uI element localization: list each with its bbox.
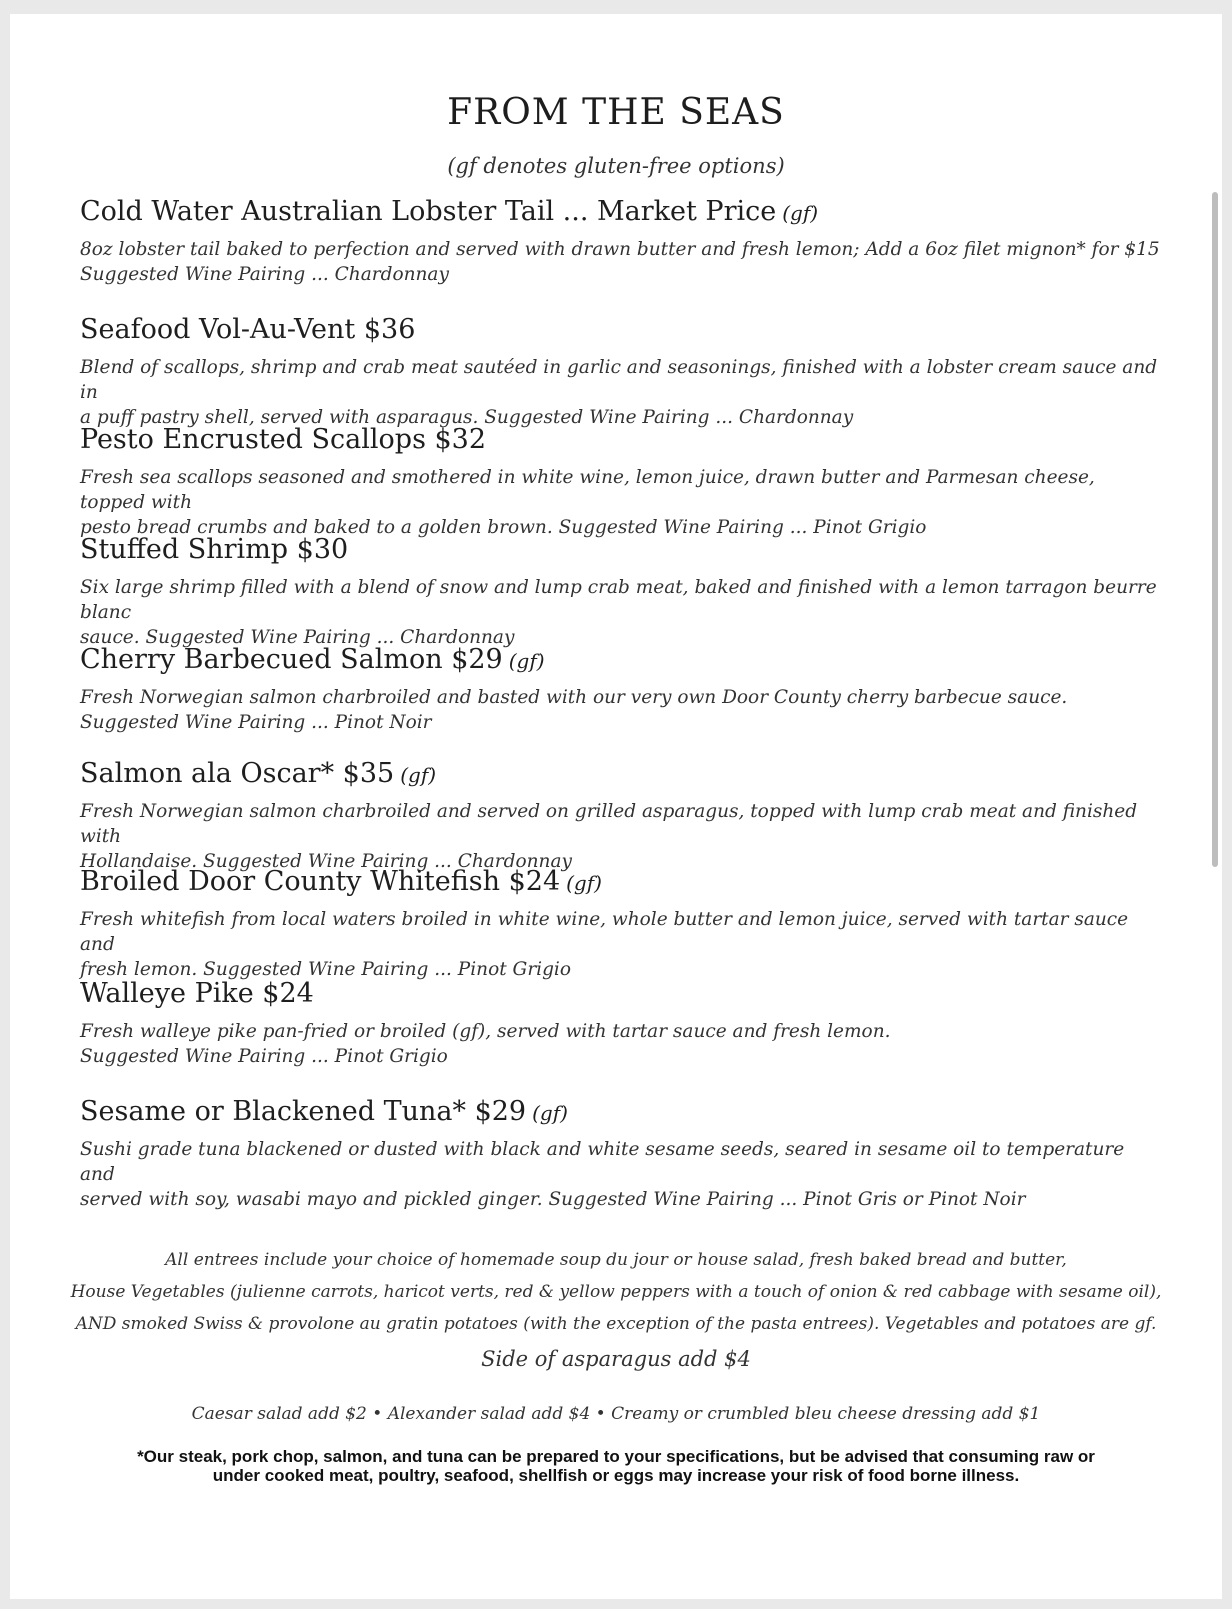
menu-item-stuffed-shrimp [80, 532, 1160, 650]
menu-item-tuna [80, 1094, 1160, 1212]
menu-item-whitefish [80, 864, 1160, 982]
scrollbar[interactable] [1212, 192, 1218, 867]
menu-item-title [80, 422, 1160, 459]
menu-item-desc-line: Fresh whitefish from local waters broiled in white wine, whole butter and lemon juice, served with tartar sauce and [80, 909, 1129, 955]
side-asparagus-note: Side of asparagus add $4 [481, 1347, 751, 1371]
gluten-free-tag: (gf) [400, 763, 437, 787]
menu-item-name: Walleye Pike $24 [80, 978, 314, 1009]
menu-item-salmon-oscar [80, 756, 1160, 874]
page-subtitle: (gf denotes gluten-free options) [447, 154, 785, 178]
menu-item-description [80, 799, 1160, 874]
menu-page [10, 14, 1222, 1599]
menu-item-name: Sesame or Blackened Tuna* $29 [80, 1096, 527, 1127]
menu-item-desc-line: Blend of scallops, shrimp and crab meat sautéed in garlic and seasonings, finished with a lobster cream sauce and in [80, 357, 1158, 403]
gluten-free-tag: (gf) [532, 1101, 568, 1125]
menu-item-desc-line: Sushi grade tuna blackened or dusted with black and white sesame seeds, seared in sesame oil to temperature and [80, 1139, 1125, 1185]
menu-item-desc-line: Hollandaise. Suggested Wine Pairing ... Chardonnay [80, 851, 572, 872]
menu-item-vol-au-vent [80, 312, 1160, 430]
salad-extras-note: Caesar salad add $2 • Alexander salad add $4 • Creamy or crumbled bleu cheese dressing add $1 [191, 1404, 1041, 1424]
menu-item-desc-line: pesto bread crumbs and baked to a golden brown. Suggested Wine Pairing ... Pinot Grigio [80, 517, 927, 538]
gluten-free-tag: (gf) [566, 871, 602, 895]
menu-item-desc-line: Six large shrimp filled with a blend of snow and lump crab meat, baked and finished with a lemon tarragon beurre blanc [80, 577, 1157, 623]
menu-item-name: Stuffed Shrimp $30 [80, 534, 349, 565]
page-title: FROM THE SEAS [447, 92, 785, 133]
menu-item-description [80, 465, 1160, 540]
entree-note-line: All entrees include your choice of homemade soup du jour or house salad, fresh baked bread and butter, [165, 1250, 1067, 1270]
menu-item-description [80, 237, 1160, 287]
menu-item-name: Pesto Encrusted Scallops $32 [80, 424, 487, 455]
menu-item-name: Seafood Vol-Au-Vent $36 [80, 314, 416, 345]
menu-item-title [80, 976, 1160, 1013]
menu-item-desc-line: Fresh Norwegian salmon charbroiled and basted with our very own Door County cherry barbecue sauce. [80, 687, 1068, 708]
menu-item-desc-line: Suggested Wine Pairing ... Chardonnay [80, 264, 449, 285]
menu-item-name: Broiled Door County Whitefish $24 [80, 866, 561, 897]
menu-item-title [80, 194, 1160, 231]
menu-item-desc-line: Suggested Wine Pairing ... Pinot Grigio [80, 1046, 448, 1067]
entree-note-line: House Vegetables (julienne carrots, haricot verts, red & yellow peppers with a touch of onion & red cabbage with sesame oil), [70, 1282, 1162, 1302]
menu-item-walleye [80, 976, 1160, 1069]
menu-item-desc-line: Fresh sea scallops seasoned and smothered in white wine, lemon juice, drawn butter and Parmesan cheese, topped with [80, 467, 1095, 513]
warning-line: *Our steak, pork chop, salmon, and tuna can be prepared to your specifications, but be advised that consuming raw or [137, 1447, 1095, 1466]
menu-item-title [80, 312, 1160, 349]
menu-item-name: Cold Water Australian Lobster Tail ... Market Price [80, 196, 777, 227]
entree-note-line: AND smoked Swiss & provolone au gratin potatoes (with the exception of the pasta entrees). Vegetables and potatoes are gf. [75, 1314, 1157, 1334]
menu-item-description [80, 355, 1160, 430]
gluten-free-tag: (gf) [782, 201, 819, 225]
menu-item-desc-line: Fresh walleye pike pan-fried or broiled (gf), served with tartar sauce and fresh lemon. [80, 1021, 891, 1042]
menu-item-title [80, 532, 1160, 569]
menu-item-pesto-scallops [80, 422, 1160, 540]
menu-item-title [80, 756, 1160, 793]
menu-item-lobster-tail [80, 194, 1160, 287]
menu-item-description [80, 1019, 1160, 1069]
menu-item-description [80, 907, 1160, 982]
menu-item-title [80, 1094, 1160, 1131]
entree-inclusions-note [10, 1244, 1222, 1340]
menu-item-cherry-salmon [80, 642, 1160, 735]
menu-item-description [80, 685, 1160, 735]
food-safety-warning [110, 1447, 1122, 1485]
menu-item-desc-line: sauce. Suggested Wine Pairing ... Chardonnay [80, 627, 515, 648]
menu-item-name: Salmon ala Oscar* $35 [80, 758, 395, 789]
gluten-free-tag: (gf) [508, 649, 545, 673]
menu-item-desc-line: Fresh Norwegian salmon charbroiled and served on grilled asparagus, topped with lump crab meat and finished with [80, 801, 1138, 847]
menu-item-desc-line: served with soy, wasabi mayo and pickled ginger. Suggested Wine Pairing ... Pinot Gris or Pinot Noir [80, 1189, 1026, 1210]
menu-item-name: Cherry Barbecued Salmon $29 [80, 644, 503, 675]
menu-item-desc-line: fresh lemon. Suggested Wine Pairing ... Pinot Grigio [80, 959, 571, 980]
menu-item-desc-line: Suggested Wine Pairing ... Pinot Noir [80, 712, 432, 733]
menu-item-description [80, 1137, 1160, 1212]
menu-item-title [80, 642, 1160, 679]
menu-item-desc-line: a puff pastry shell, served with asparagus. Suggested Wine Pairing ... Chardonnay [80, 407, 854, 428]
menu-item-description [80, 575, 1160, 650]
menu-item-title [80, 864, 1160, 901]
menu-item-desc-line: 8oz lobster tail baked to perfection and served with drawn butter and fresh lemon; Add a 6oz filet mignon* for $15 [80, 239, 1160, 260]
warning-line: under cooked meat, poultry, seafood, shellfish or eggs may increase your risk of food borne illness. [212, 1466, 1020, 1485]
